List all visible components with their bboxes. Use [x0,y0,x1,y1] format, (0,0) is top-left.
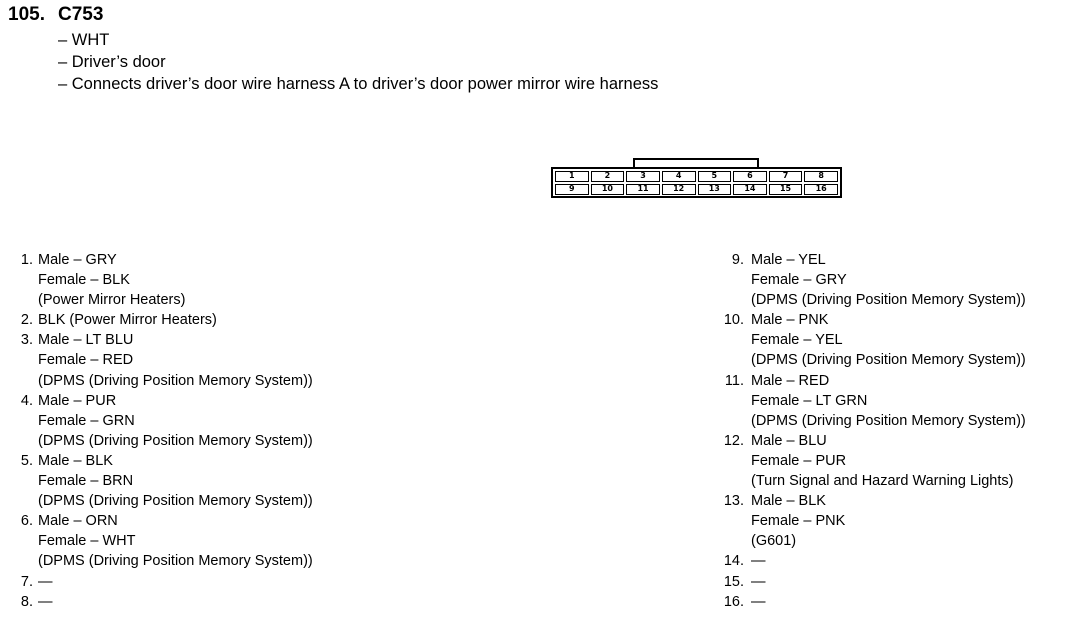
pin-number: 12. [723,432,744,449]
pin-detail-line: (DPMS (Driving Position Memory System)) [38,432,313,449]
connector-pin: 4 [662,171,696,182]
pin-entry [716,592,1026,612]
connector-pin: 3 [626,171,660,182]
description-line: – WHT [58,31,110,49]
pin-detail-line: Male – PUR [38,392,117,409]
pin-number: 9. [731,252,744,268]
connector-pin: 1 [555,171,589,182]
pin-entry [15,592,313,612]
pin-detail-line: Male – PNK [751,312,829,329]
connector-pin: 16 [804,184,838,195]
page-title [8,4,103,26]
pin-detail-line: (DPMS (Driving Position Memory System)) [38,493,313,510]
pin-number: 11. [724,372,744,389]
pin-entry [716,572,1026,592]
pin-detail-line: Female – GRY [751,272,847,289]
pin-detail-line: Female – RED [38,352,134,369]
connector-diagram [551,158,842,198]
connector-pin: 10 [591,184,625,195]
pin-detail-line: Female – GRN [38,412,135,429]
pin-detail-line: (Turn Signal and Hazard Warning Lights) [751,473,1014,490]
pin-number: 5. [20,452,33,469]
pin-detail-line: Female – BRN [38,473,134,490]
pin-detail-line: (DPMS (Driving Position Memory System)) [751,292,1026,309]
pin-detail-line: (G601) [751,533,797,550]
pin-detail-line: Male – RED [751,372,830,389]
pin-detail-line: Female – PUR [751,452,847,469]
pin-detail-line: (DPMS (Driving Position Memory System)) [38,553,313,570]
connector-pin: 14 [733,184,767,195]
pin-entry [15,572,313,592]
pin-entry [716,551,1026,571]
pin-row-top [555,171,838,182]
description-line: – Connects driver’s door wire harness A to driver’s door power mirror wire harness [58,75,659,93]
connector-id: C753 [58,4,104,25]
pin-entry [15,330,313,390]
pin-entry [15,250,313,310]
connector-pin: 11 [626,184,660,195]
pin-detail-line: Female – LT GRN [751,392,868,409]
pin-number: 13. [723,493,744,510]
pin-detail-line: Male – BLK [38,452,113,469]
pin-entry [716,310,1026,370]
pin-number: 1. [20,252,33,268]
connector-pin: 6 [733,171,767,182]
connector-pin: 9 [555,184,589,195]
pin-number: 2. [20,312,33,329]
description-line: – Driver’s door [58,53,166,71]
pin-list-left [15,250,313,612]
pin-number: 16. [723,593,744,610]
connector-pin: 12 [662,184,696,195]
pin-entry [15,310,313,330]
pin-detail-line: Female – BLK [38,272,130,289]
pin-detail-line: (Power Mirror Heaters) [38,292,186,309]
pin-row-bottom [555,184,838,195]
pin-detail-line: — [751,593,766,610]
connector-pin: 7 [769,171,803,182]
pin-entry [15,391,313,451]
pin-detail-line: (DPMS (Driving Position Memory System)) [751,412,1026,429]
pin-number: 4. [20,392,33,409]
connector-description [58,29,658,95]
pin-detail-line: — [38,573,53,590]
connector-pin: 2 [591,171,625,182]
pin-number: 14. [723,553,744,570]
section-number: 105. [8,4,45,25]
pin-number: 6. [20,513,33,530]
connector-pin: 8 [804,171,838,182]
pin-detail-line: BLK (Power Mirror Heaters) [38,312,217,329]
pin-entry [716,491,1026,551]
pin-detail-line: (DPMS (Driving Position Memory System)) [751,352,1026,369]
connector-pin: 5 [698,171,732,182]
pin-detail-line: Female – PNK [751,513,846,530]
pin-detail-line: Male – LT BLU [38,332,134,349]
connector-pin: 15 [769,184,803,195]
pin-detail-line: Male – GRY [38,252,117,268]
pin-detail-line: Male – BLK [751,493,826,510]
pin-detail-line: (DPMS (Driving Position Memory System)) [38,372,313,389]
pin-detail-line: Male – ORN [38,513,118,530]
pin-detail-line: — [38,593,53,610]
pin-detail-line: Female – YEL [751,332,843,349]
pin-entry [716,371,1026,431]
pin-detail-line: — [751,553,766,570]
pin-number: 8. [20,593,33,610]
pin-detail-line: — [751,573,766,590]
pin-entry [15,451,313,511]
pin-number: 15. [723,573,744,590]
connector-pin: 13 [698,184,732,195]
pin-number: 10. [723,312,744,329]
pin-detail-line: Male – BLU [751,432,827,449]
pin-list-right [716,250,1026,612]
pin-detail-line: Female – WHT [38,533,136,550]
pin-number: 3. [20,332,33,349]
connector-body [551,167,842,198]
pin-detail-line: Male – YEL [751,252,826,268]
pin-number: 7. [20,573,33,590]
pin-entry [716,431,1026,491]
pin-entry [716,250,1026,310]
pin-entry [15,511,313,571]
